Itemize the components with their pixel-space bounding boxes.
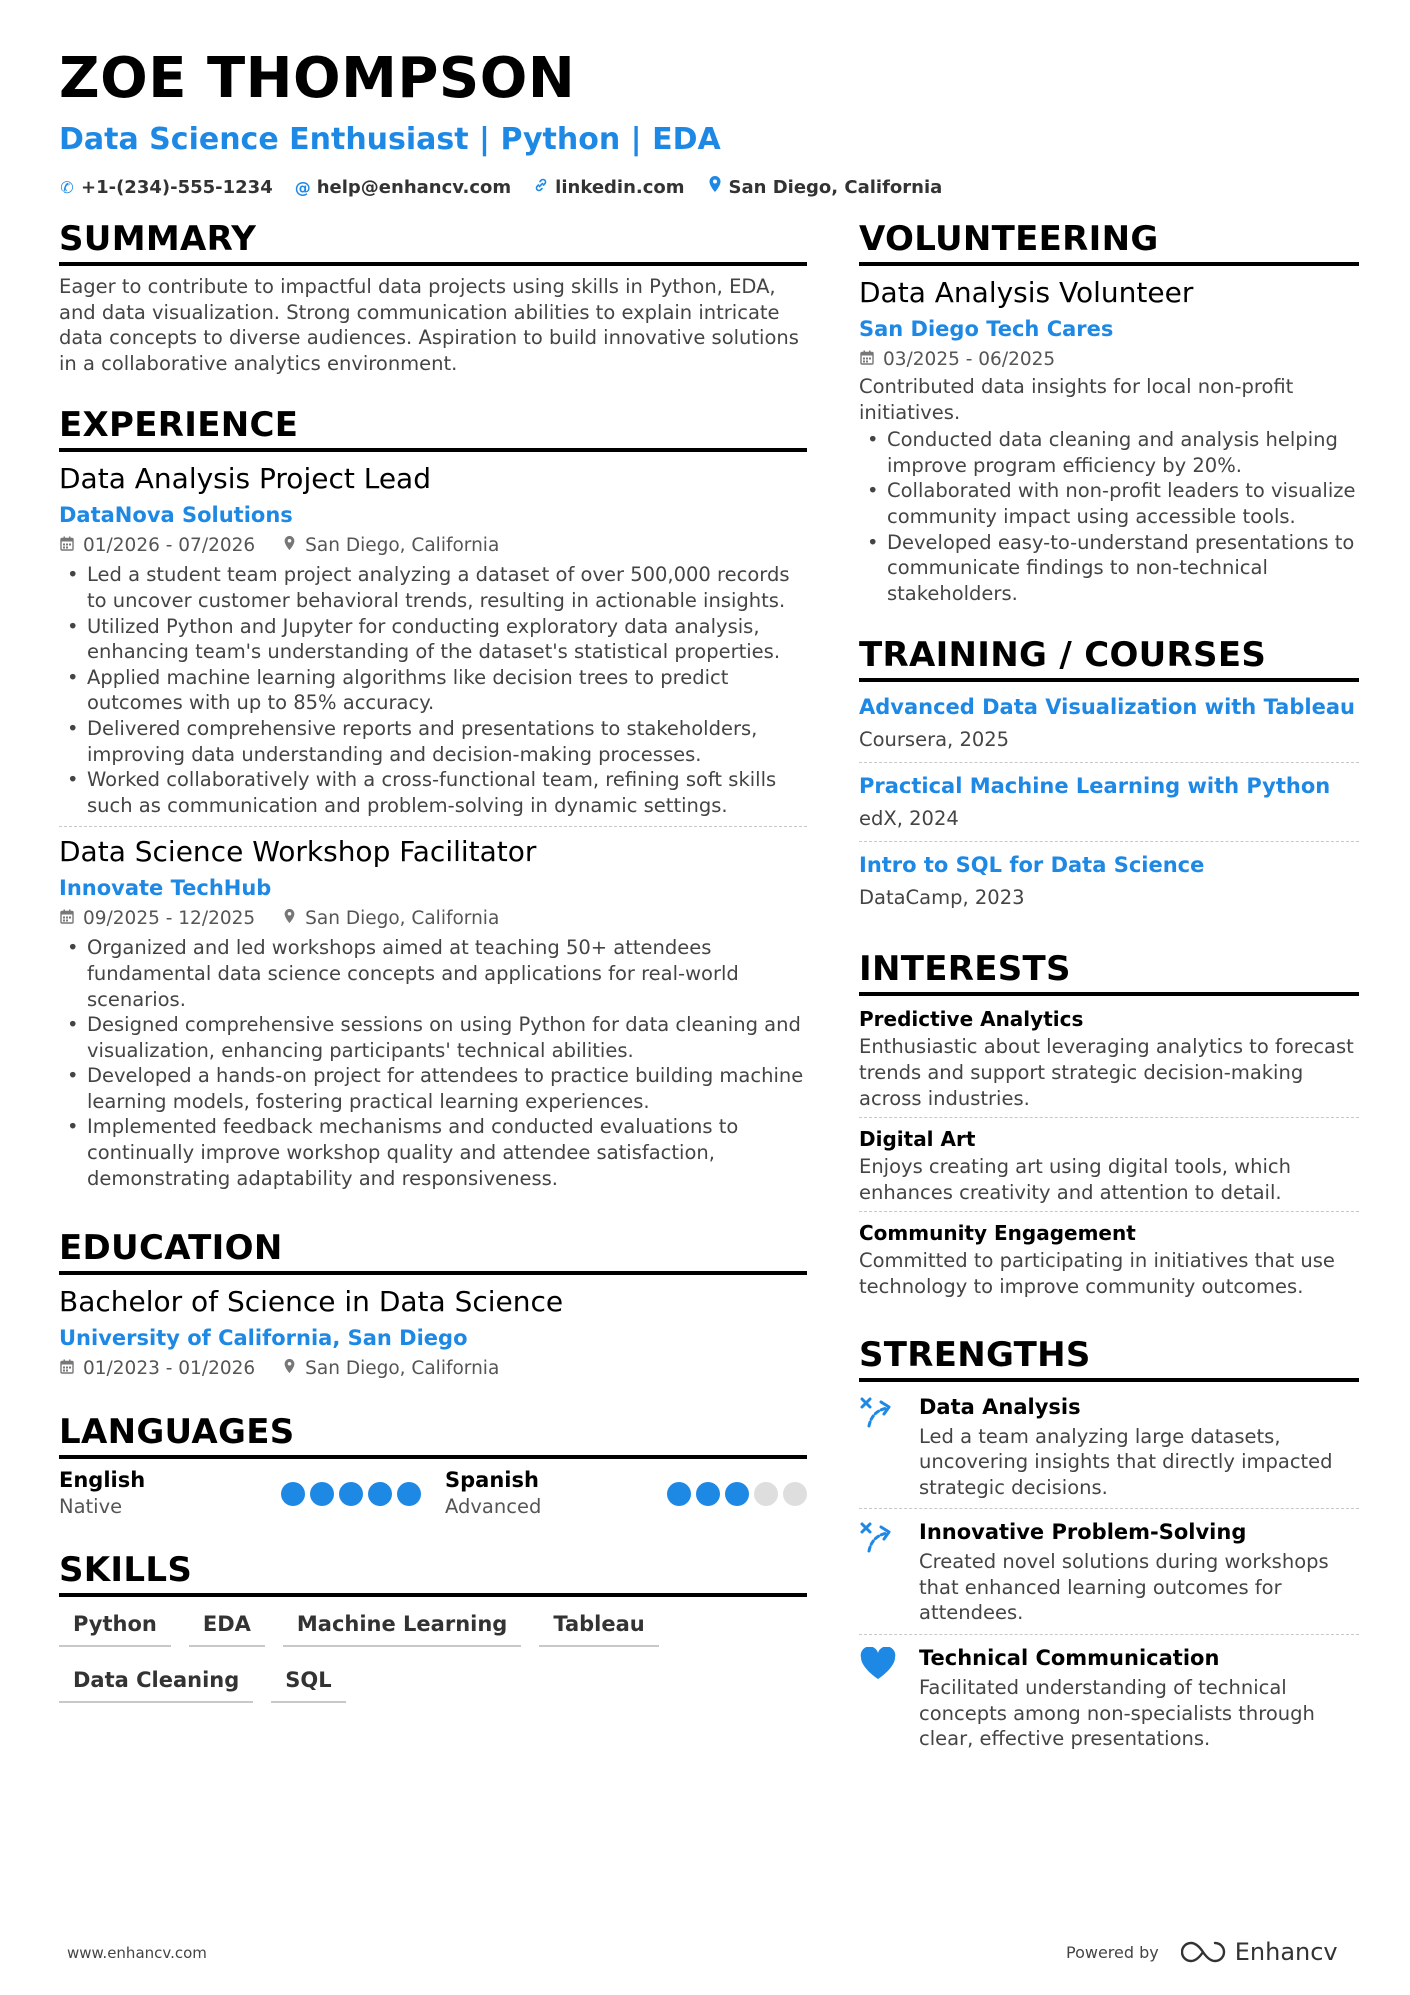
section-title-summary: SUMMARY [59,218,807,266]
rating-dot-filled [397,1482,421,1506]
brand-name: Enhancv [1234,1938,1338,1966]
location-pin-icon [707,174,723,202]
bullet-item: • Conducted data cleaning and analysis helping improve program efficiency by 20%. [859,427,1359,478]
bullet-item: • Organized and led workshops aimed at teaching 50+ attendees fundamental data science concepts and applications for real-world scenarios. [59,935,807,1012]
strength-content [919,1515,1359,1626]
rating-dot-filled [310,1482,334,1506]
course-provider: Coursera, 2025 [859,728,1010,752]
interest-text: Enthusiastic about leveraging analytics to forecast trends and support strategic decision-making across industries. [859,1035,1354,1110]
volunteer-bullets [859,427,1359,606]
bullet-item: • Worked collaboratively with a cross-functional team, refining soft skills such as communication and problem-solving in dynamic settings. [59,767,807,818]
candidate-name: ZOE THOMPSON [59,46,576,111]
skill-tag: SQL [271,1661,345,1703]
language-rating [667,1482,807,1506]
job-location-text: San Diego, California [305,535,500,557]
rating-dot-filled [281,1482,305,1506]
section-title-interests: INTERESTS [859,948,1359,996]
skill-tag: Data Cleaning [59,1661,253,1703]
skill-tag: Tableau [539,1605,658,1647]
job-location-text: San Diego, California [305,908,500,930]
bullet-item: • Developed easy-to-understand presentations to communicate findings to non-technical stakeholders. [859,530,1359,607]
location-pin-icon [281,532,297,560]
interest-name: Predictive Analytics [859,1007,1084,1032]
location-text: San Diego, California [728,177,943,198]
experience-entry [59,460,807,827]
contact-row [59,174,1359,202]
footer-branding [1066,1938,1338,1966]
bullet-item: • Delivered comprehensive reports and presentations to stakeholders, improving data understanding and decision-making processes. [59,716,807,767]
strength-item [859,1641,1359,1760]
strength-name: Data Analysis [919,1394,1081,1419]
education-dates-text: 01/2023 - 01/2026 [83,1358,256,1380]
skills-section [59,1549,807,1703]
contact-location [707,174,943,202]
languages-section [59,1411,807,1521]
strength-text: Created novel solutions during workshops that enhanced learning outcomes for attendees. [919,1550,1329,1625]
job-dates-text: 09/2025 - 12/2025 [83,908,256,930]
section-title-skills: SKILLS [59,1549,807,1597]
language-item [59,1467,421,1521]
experience-section [59,404,807,1199]
interest-name: Community Engagement [859,1221,1136,1246]
job-title: Data Science Workshop Facilitator [59,835,537,869]
skill-tag: EDA [189,1605,265,1647]
job-meta [59,532,807,560]
skill-tag: Python [59,1605,171,1647]
link-icon [533,174,549,202]
phone-text: +1-(234)-555-1234 [81,177,273,198]
location-pin-icon [281,905,297,933]
enhancv-logo[interactable] [1181,1938,1338,1966]
course-name: Advanced Data Visualization with Tableau [859,695,1355,720]
job-dates [59,905,255,933]
degree-title: Bachelor of Science in Data Science [59,1285,564,1319]
volunteer-dates-text: 03/2025 - 06/2025 [883,349,1056,370]
bullet-item: • Developed a hands-on project for attendees to practice building machine learning models, fostering practical learning experiences. [59,1063,807,1114]
strength-item [859,1390,1359,1510]
education-meta [59,1355,807,1383]
calendar-icon [859,346,875,374]
volunteer-role: Data Analysis Volunteer [859,276,1194,309]
contact-phone[interactable] [59,174,273,202]
strengths-section [859,1334,1359,1760]
strength-content [919,1641,1359,1752]
interest-text: Enjoys creating art using digital tools, which enhances creativity and attention to detail. [859,1155,1291,1204]
course-item [859,769,1359,842]
rating-dot-filled [339,1482,363,1506]
strength-content [919,1390,1359,1501]
section-title-experience: EXPERIENCE [59,404,807,452]
volunteering-section [859,218,1359,606]
course-item [859,690,1359,763]
strength-text: Led a team analyzing large datasets, uncovering insights that directly impacted strategic decisions. [919,1424,1333,1499]
section-title-volunteering: VOLUNTEERING [859,218,1359,266]
calendar-icon [59,532,75,560]
language-level: Advanced [445,1495,542,1519]
education-section [59,1227,807,1383]
summary-text: Eager to contribute to impactful data projects using skills in Python, EDA, and data visualization. Strong communication abilities to explain intricate data concepts to diverse audiences. Aspiration to build innovative solutions in a collaborative analytics environment. [59,275,799,375]
strength-item [859,1515,1359,1635]
language-level: Native [59,1495,123,1519]
right-column [859,218,1359,1788]
headline: Data Science Enthusiast | Python | EDA [59,122,721,157]
experience-entry [59,833,807,1199]
rating-dot-empty [783,1482,807,1506]
bullet-item: • Implemented feedback mechanisms and conducted evaluations to continually improve workshop quality and attendee satisfaction, demonstrating adaptability and responsiveness. [59,1114,807,1191]
section-title-languages: LANGUAGES [59,1411,807,1459]
interest-item [859,1004,1359,1118]
email-text: help@enhancv.com [316,177,512,198]
rating-dot-filled [725,1482,749,1506]
bullet-item: • Utilized Python and Jupyter for conducting exploratory data analysis, enhancing team's understanding of the dataset's statistical properties. [59,614,807,665]
interest-item [859,1124,1359,1212]
left-column [59,218,807,1731]
languages-row [59,1467,807,1521]
course-name: Intro to SQL for Data Science [859,853,1205,878]
section-title-training: TRAINING / COURSES [859,634,1359,682]
volunteer-summary: Contributed data insights for local non-profit initiatives. [859,375,1294,424]
strength-text: Facilitated understanding of technical concepts among non-specialists through clear, effective presentations. [919,1676,1315,1751]
calendar-icon [59,905,75,933]
language-item [445,1467,807,1521]
at-icon: @ [294,178,311,197]
education-dates [59,1355,255,1383]
job-bullets [59,935,807,1191]
contact-linkedin[interactable] [533,174,684,202]
powered-by-label: Powered by [1066,1942,1159,1962]
interest-item [859,1218,1359,1305]
footer-website[interactable]: www.enhancv.com [67,1944,207,1962]
language-info [59,1467,145,1521]
contact-email[interactable] [295,174,511,202]
job-dates-text: 01/2026 - 07/2026 [83,535,256,557]
language-name: English [59,1468,146,1493]
school-name: University of California, San Diego [59,1326,468,1351]
linkedin-text: linkedin.com [555,177,685,198]
heart-icon [859,1641,901,1752]
language-rating [281,1482,421,1506]
calendar-icon [59,1355,75,1383]
strategy-icon [859,1390,901,1501]
resume-header [59,44,1359,202]
bullet-item: • Led a student team project analyzing a dataset of over 500,000 records to uncover customer behavioral trends, resulting in actionable insights. [59,562,807,613]
interests-section [859,948,1359,1305]
course-provider: edX, 2024 [859,807,959,831]
education-location [281,1355,499,1383]
interest-name: Digital Art [859,1127,976,1152]
job-location [281,532,499,560]
education-location-text: San Diego, California [305,1358,500,1380]
skills-list [59,1605,779,1703]
rating-dot-filled [368,1482,392,1506]
summary-section [59,218,807,376]
language-name: Spanish [445,1468,539,1493]
strategy-icon [859,1515,901,1626]
strength-name: Technical Communication [919,1646,1220,1671]
location-pin-icon [281,1355,297,1383]
interest-text: Committed to participating in initiatives that use technology to improve community outcomes. [859,1249,1335,1298]
phone-icon: ✆ [60,178,74,197]
rating-dot-empty [754,1482,778,1506]
bullet-item: • Applied machine learning algorithms like decision trees to predict outcomes with up to 85% accuracy. [59,665,807,716]
job-dates [59,532,255,560]
course-provider: DataCamp, 2023 [859,886,1025,910]
job-title: Data Analysis Project Lead [59,462,431,496]
volunteer-meta [859,346,1359,374]
section-title-strengths: STRENGTHS [859,1334,1359,1382]
rating-dot-filled [696,1482,720,1506]
course-name: Practical Machine Learning with Python [859,774,1331,799]
company-name: Innovate TechHub [59,876,272,901]
bullet-item: • Designed comprehensive sessions on using Python for data cleaning and visualization, enhancing participants' technical abilities. [59,1012,807,1063]
company-name: DataNova Solutions [59,503,293,528]
job-bullets [59,562,807,818]
training-section [859,634,1359,920]
section-title-education: EDUCATION [59,1227,807,1275]
volunteer-dates [859,346,1055,374]
job-location [281,905,499,933]
course-item [859,848,1359,920]
volunteer-org: San Diego Tech Cares [859,317,1114,341]
job-meta [59,905,807,933]
skill-tag: Machine Learning [283,1605,521,1647]
language-info [445,1467,541,1521]
bullet-item: • Collaborated with non-profit leaders to visualize community impact using accessible tools. [859,478,1359,529]
strength-name: Innovative Problem-Solving [919,1520,1247,1545]
rating-dot-filled [667,1482,691,1506]
